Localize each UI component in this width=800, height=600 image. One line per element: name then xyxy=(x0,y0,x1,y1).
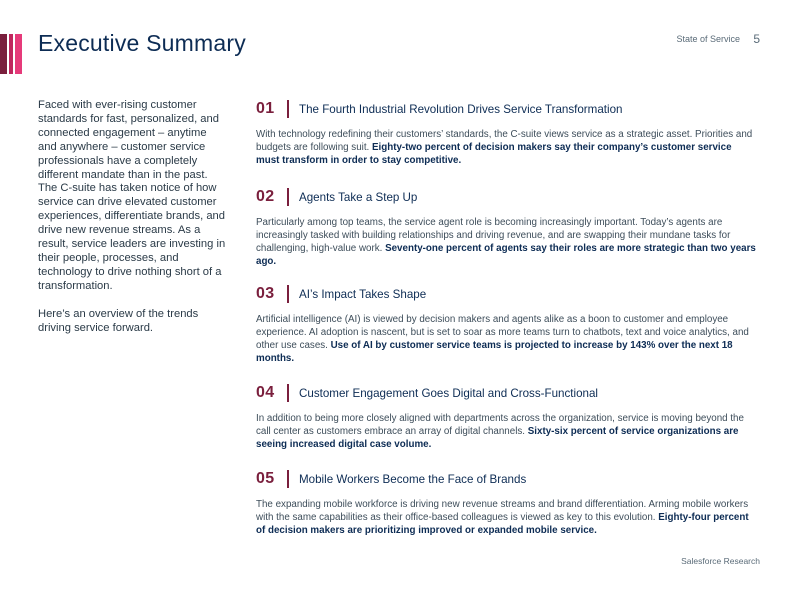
trend-header xyxy=(256,187,756,207)
trend-number: 01 xyxy=(256,100,275,117)
trend-header xyxy=(256,99,756,119)
trend-body xyxy=(256,499,756,538)
trend-divider xyxy=(287,285,289,303)
trend-highlight: Use of AI by customer service teams is projected to increase by 143% over the next 18 months. xyxy=(256,339,733,364)
accent-bar-dark xyxy=(0,34,7,74)
intro-paragraph: Here’s an overview of the trends driving service forward. xyxy=(38,307,199,334)
trend-body-text: In addition to being more closely aligned with departments across the organization, service is moving beyond the call center as customers embrace an array of digital channels. xyxy=(256,413,744,437)
trend-highlight: Eighty-four percent of decision makers are prioritizing improved or expanded mobile service. xyxy=(256,511,749,536)
accent-bar-pink xyxy=(15,34,22,74)
trend-divider xyxy=(287,384,289,402)
trend-title: Agents Take a Step Up xyxy=(299,190,418,204)
trend-number: 03 xyxy=(256,285,275,302)
trend-divider xyxy=(287,100,289,118)
trend-highlight: Sixty-six percent of service organizations are seeing increased digital case volume. xyxy=(256,425,739,450)
accent-bar-mid xyxy=(9,34,13,74)
trend-header xyxy=(256,284,756,304)
trend-header xyxy=(256,383,756,403)
trend-title: Mobile Workers Become the Face of Brands xyxy=(299,472,527,486)
trend-title: Customer Engagement Goes Digital and Cross-Functional xyxy=(299,386,599,400)
intro-paragraph: Faced with ever-rising customer standards for fast, personalized, and connected engagement – anytime and anywhere – customer service professionals have a completely different mandate than in the past. The C-suite has taken notice of how service can drive elevated customer experiences, differentiate brands, and drive new revenue streams. As a result, service leaders are investing in their people, processes, and technology to drive nothing short of a transformation. xyxy=(38,99,226,292)
trend-highlight: Seventy-one percent of agents say their roles are more strategic than two years ago. xyxy=(256,242,756,267)
trend-item-02 xyxy=(256,187,756,269)
trend-item-03 xyxy=(256,284,756,366)
trend-divider xyxy=(287,470,289,488)
trend-number: 04 xyxy=(256,384,275,401)
trend-title: The Fourth Industrial Revolution Drives Service Transformation xyxy=(299,102,623,116)
trend-body xyxy=(256,314,756,366)
report-name: State of Service xyxy=(676,34,740,44)
trend-body xyxy=(256,129,756,168)
trend-item-01 xyxy=(256,99,756,168)
trend-item-04 xyxy=(256,383,756,452)
trend-body-text: Particularly among top teams, the service agent role is becoming increasingly important. Today’s agents are increasingly tasked with building relationships and driving revenue, and are swapping their mundane tasks for challenging, high-value work. xyxy=(256,217,731,254)
trend-number: 02 xyxy=(256,188,275,205)
trend-body-text: Artificial intelligence (AI) is viewed by decision makers and agents alike as a boon to customer and employee experience. AI adoption is nascent, but is set to soar as more teams turn to chatbots, text and voice analytics, and other use cases. xyxy=(256,314,749,351)
trend-divider xyxy=(287,188,289,206)
trend-title: AI’s Impact Takes Shape xyxy=(299,287,427,301)
trend-body-text: The expanding mobile workforce is driving new revenue streams and brand differentiation. Arming mobile workers with the same capabilities as their office-based colleagues is viewed as key to this evolution. xyxy=(256,499,749,523)
trend-body xyxy=(256,217,756,269)
trend-header xyxy=(256,469,756,489)
trend-body-text: With technology redefining their customers’ standards, the C-suite views service as a strategic asset. Priorities and budgets are following suit. xyxy=(256,129,753,153)
page-number: 5 xyxy=(753,32,760,46)
trend-body xyxy=(256,413,756,452)
trend-number: 05 xyxy=(256,470,275,487)
intro-column xyxy=(38,99,226,350)
accent-bars xyxy=(0,34,26,74)
footer-source: Salesforce Research xyxy=(681,556,760,566)
trend-item-05 xyxy=(256,469,756,538)
trend-highlight: Eighty-two percent of decision makers say their company’s customer service must transform in order to stay competitive. xyxy=(256,141,732,166)
page-title: Executive Summary xyxy=(38,30,246,56)
